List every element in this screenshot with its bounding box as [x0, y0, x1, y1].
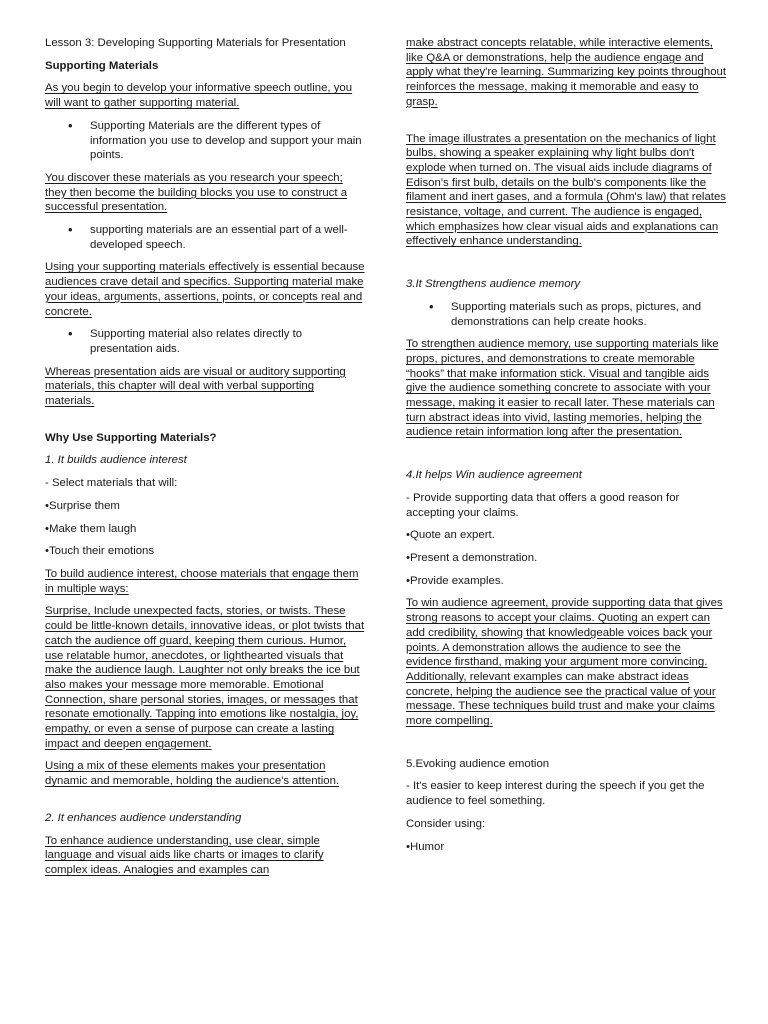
bullet-list-2 — [45, 223, 365, 252]
easier-interest-line: - It's easier to keep interest during the speech if you get the audience to feel something. — [406, 780, 705, 808]
subsection-title-4: 4.It helps Win audience agreement — [406, 469, 582, 482]
left-column — [45, 36, 365, 886]
subsection-title-2: 2. It enhances audience understanding — [45, 811, 242, 824]
subsection-title-3: 3.It Strengthens audience memory — [406, 278, 581, 291]
list-item-quote: •Quote an expert. — [406, 529, 495, 542]
bullet-item: • supporting materials are an essential part of a well-developed speech. — [90, 223, 365, 252]
list-item-examples: •Provide examples. — [406, 574, 504, 587]
section-heading-supporting-materials: Supporting Materials — [45, 59, 159, 72]
select-materials-line: - Select materials that will: — [45, 477, 178, 490]
section-heading-why-use: Why Use Supporting Materials? — [45, 431, 217, 444]
paragraph-agreement: To win audience agreement, provide supporting data that gives strong reasons to accept your claims. Quoting an expert can add credibility, showing that knowledgeable voices back your points. A demonstration allows the audience to see the evidence firsthand, making your argument more convincing. Additionally, relevant examples can make abstract ideas concrete, helping the audience see the practical value of your message. These techniques build trust and make your claims more compelling. — [406, 597, 723, 728]
list-item-emotions: •Touch their emotions — [45, 545, 155, 558]
subsection-title-1: 1. It builds audience interest — [45, 454, 187, 467]
paragraph-build-interest: To build audience interest, choose materials that engage them in multiple ways: — [45, 567, 359, 595]
paragraph-research: You discover these materials as you research your speech; they then become the building blocks you use to construct a successful presentation. — [45, 171, 348, 214]
bullet-list-3 — [45, 327, 365, 356]
bullet-list-4 — [406, 300, 728, 329]
bullet-item: • Supporting material also relates directly to presentation aids. — [90, 327, 365, 356]
list-item-humor: •Humor — [406, 840, 445, 853]
bullet-item: • Supporting materials such as props, pictures, and demonstrations can help create hooks. — [451, 300, 728, 329]
list-item-demonstration: •Present a demonstration. — [406, 551, 538, 564]
paragraph-memory: To strengthen audience memory, use supporting materials like props, pictures, and demonstrations to create memorable “hooks” that make information stick. Visual and tangible aids give the audience something concrete to associate with your message, making it easier to recall later. These materials can turn abstract ideas into vivid, lasting memories, helping the audience retain information long after the presentation. — [406, 338, 719, 439]
bullet-list-1 — [45, 119, 365, 163]
paragraph-understanding-cont: make abstract concepts relatable, while interactive elements, like Q&A or demonstrations, help the audience engage and apply what they're learning. Summarizing key points throughout reinforces the message, making it memorable and easy to grasp. — [406, 37, 727, 108]
bullet-item: • Supporting Materials are the different types of information you use to develop and support your main points. — [90, 119, 365, 163]
paragraph-understanding: To enhance audience understanding, use clear, simple language and visual aids like charts or images to clarify complex ideas. Analogies and examples can — [45, 834, 324, 876]
paragraph-mix-elements: Using a mix of these elements makes your presentation dynamic and memorable, holding the audience's attention. — [45, 760, 340, 788]
paragraph-image-description: The image illustrates a presentation on the mechanics of light bulbs, showing a speaker explaining why light bulbs don't explode when turned on. The visual aids include diagrams of Edison's first bulb, details on the bulb's components like the filament and inert gases, and a formula (Ohm's law) that relates resistance, voltage, and current. The audience is engaged, which emphasizes how clear visual aids and explanations can effectively enhance understanding. — [406, 132, 726, 248]
consider-using-line: Consider using: — [406, 817, 486, 830]
paragraph-presentation-aids: Whereas presentation aids are visual or auditory supporting materials, this chapter will deal with verbal supporting materials. — [45, 365, 346, 408]
intro-paragraph: As you begin to develop your informative speech outline, you will want to gather supporting material. — [45, 82, 353, 110]
subsection-title-5: 5.Evoking audience emotion — [406, 757, 550, 770]
right-column — [406, 36, 728, 862]
list-item-laugh: •Make them laugh — [45, 522, 137, 535]
paragraph-surprise-humor: Surprise, Include unexpected facts, stories, or twists. These could be little-known details, innovative ideas, or plot twists that catch the audience off guard, keeping them curious. Humor, use relatable humor, anecdotes, or lighthearted visuals that make the audience laugh. Laughter not only breaks the ice but also makes your message more memorable. Emotional Connection, share personal stories, images, or messages that resonate emotionally. Tapping into emotions like nostalgia, joy, empathy, or even a sense of purpose can create a lasting impact and deepen engagement. — [45, 605, 365, 750]
paragraph-effective-use: Using your supporting materials effectively is essential because audiences crave detail and specifics. Supporting material make your ideas, arguments, assertions, points, or concepts real and concrete. — [45, 261, 365, 318]
lesson-title: Lesson 3: Developing Supporting Materials for Presentation — [45, 37, 346, 49]
provide-data-line: - Provide supporting data that offers a good reason for accepting your claims. — [406, 491, 680, 519]
list-item-surprise: •Surprise them — [45, 499, 120, 512]
